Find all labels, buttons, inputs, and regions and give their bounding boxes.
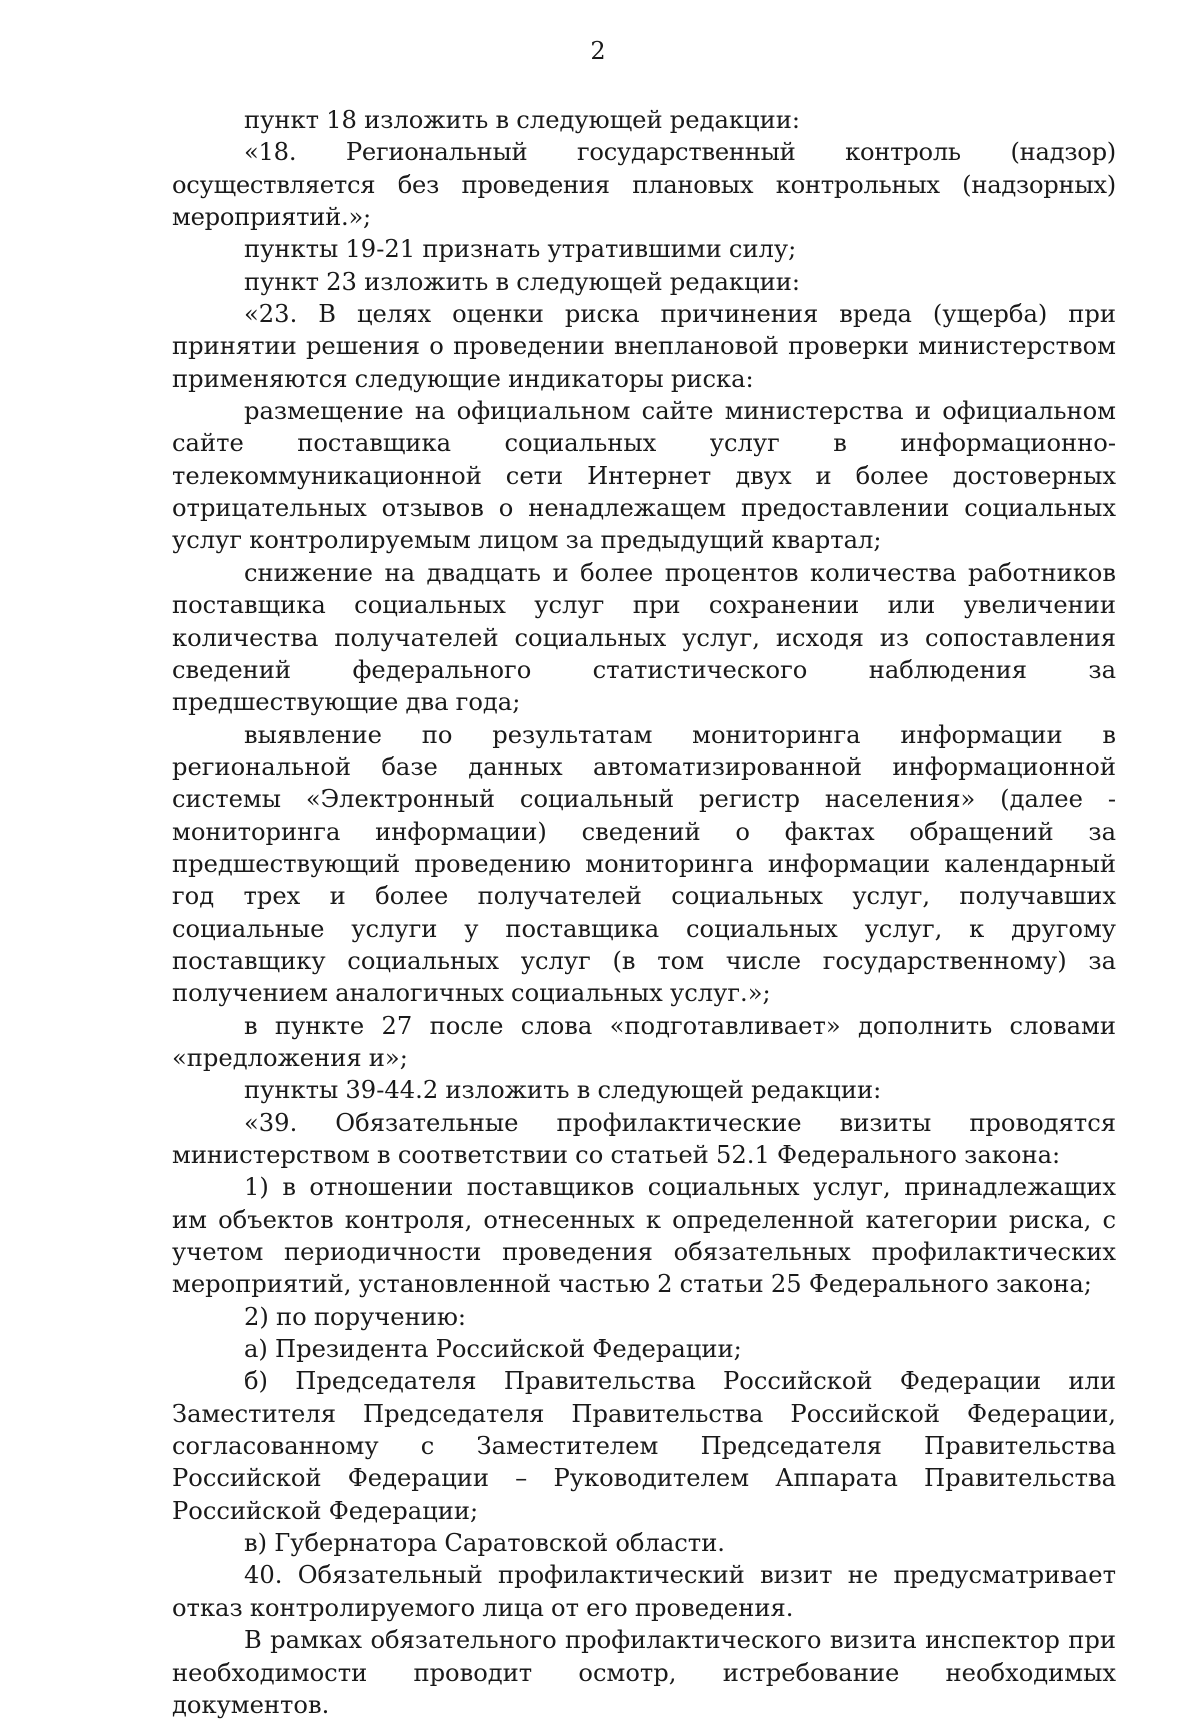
paragraph-point-23-intro: пункт 23 изложить в следующей редакции:	[244, 267, 800, 296]
paragraph-point-40: 40. Обязательный профилактический визит не предусматривает отказ контролируемого лица от его проведения.	[172, 1561, 1116, 1622]
paragraph-point-18-intro: пункт 18 изложить в следующей редакции:	[244, 106, 800, 134]
paragraph-points-19-21: пункты 19-21 признать утратившими силу;	[244, 235, 797, 264]
paragraph-point-40-continuation: В рамках обязательного профилактического визита инспектор при необходимости проводит осмотр, истребование необходимых документов.	[172, 1626, 1116, 1719]
page-number: 2	[590, 37, 606, 65]
paragraph-point-39-item-2: 2) по поручению:	[244, 1302, 467, 1331]
paragraph-point-23-text: «23. В целях оценки риска причинения вреда (ущерба) при принятии решения о проведении внеплановой проверки министерством применяются следующие индикаторы риска:	[172, 300, 1116, 393]
paragraph-point-39-item-1: 1) в отношении поставщиков социальных услуг, принадлежащих им объектов контроля, отнесенных к определенной категории риска, с учетом периодичности проведения обязательных профилактических мероприятий, установленной частью 2 статьи 25 Федерального закона;	[172, 1173, 1116, 1299]
paragraph-point-39-item-a: а) Президента Российской Федерации;	[244, 1335, 742, 1364]
paragraph-points-39-44-intro: пункты 39-44.2 изложить в следующей редакции:	[244, 1076, 882, 1105]
paragraph-risk-indicator-1: размещение на официальном сайте министерства и официальном сайте поставщика социальных услуг в информационно-телекоммуникационной сети Интернет двух и более достоверных отрицательных отзывов о ненадлежащем предоставлении социальных услуг контролируемым лицом за предыдущий квартал;	[172, 397, 1116, 555]
paragraph-point-27: в пункте 27 после слова «подготавливает» дополнить словами «предложения и»;	[172, 1011, 1116, 1072]
paragraph-point-18-text: «18. Региональный государственный контроль (надзор) осуществляется без проведения плановых контрольных (надзорных) мероприятий.»;	[172, 138, 1116, 232]
document-body	[172, 104, 1116, 1721]
paragraph-point-39-item-b: б) Председателя Правительства Российской Федерации или Заместителя Председателя Правительства Российской Федерации, согласованному с Заместителем Председателя Правительства Российской Федерации – Руководителем Аппарата Правительства Российской Федерации;	[172, 1367, 1116, 1525]
paragraph-risk-indicator-3: выявление по результатам мониторинга информации в региональной базе данных автоматизированной информационной системы «Электронный социальный регистр населения» (далее - мониторинга информации) сведений о фактах обращений за предшествующий проведению мониторинга информации календарный год трех и более получателей социальных услуг, получавших социальные услуги у поставщика социальных услуг, к другому поставщику социальных услуг (в том числе государственному) за получением аналогичных социальных услуг.»;	[172, 720, 1116, 1008]
paragraph-risk-indicator-2: снижение на двадцать и более процентов количества работников поставщика социальных услуг при сохранении или увеличении количества получателей социальных услуг, исходя из сопоставления сведений федерального статистического наблюдения за предшествующие два года;	[172, 558, 1116, 717]
paragraph-point-39: «39. Обязательные профилактические визиты проводятся министерством в соответствии со статьей 52.1 Федерального закона:	[172, 1108, 1116, 1169]
paragraph-point-39-item-v: в) Губернатора Саратовской области.	[244, 1529, 725, 1558]
